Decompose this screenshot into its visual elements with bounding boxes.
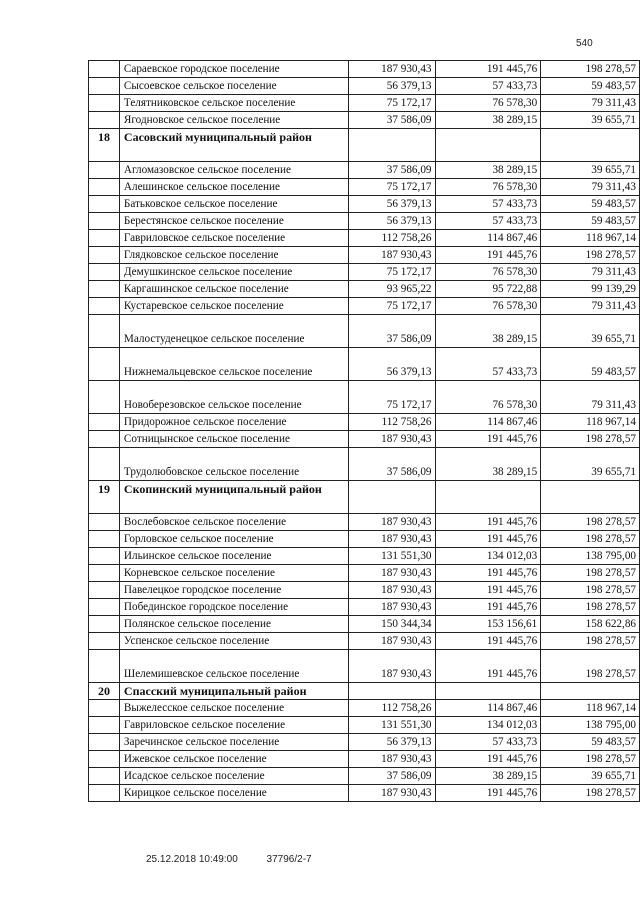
value-year-3: 198 278,57	[541, 565, 640, 582]
value-year-2	[435, 683, 541, 700]
row-number	[89, 768, 120, 785]
value-year-3: 59 483,57	[541, 196, 640, 213]
value-year-2: 57 433,73	[435, 734, 541, 751]
value-year-1: 187 930,43	[348, 785, 435, 802]
value-year-2: 191 445,76	[435, 650, 541, 683]
row-number	[89, 531, 120, 548]
settlement-name: Берестянское сельское поселение	[119, 213, 348, 230]
table-row	[89, 565, 640, 582]
value-year-1: 75 172,17	[348, 179, 435, 196]
row-number	[89, 298, 120, 315]
value-year-2: 38 289,15	[435, 162, 541, 179]
table-row	[89, 281, 640, 298]
row-number	[89, 381, 120, 414]
table-row	[89, 768, 640, 785]
settlement-name: Каргашинское сельское поселение	[119, 281, 348, 298]
footer-timestamp: 25.12.2018 10:49:00	[146, 854, 238, 865]
row-number	[89, 213, 120, 230]
value-year-3: 198 278,57	[541, 751, 640, 768]
table-row	[89, 431, 640, 448]
value-year-1: 187 930,43	[348, 247, 435, 264]
table-row	[89, 264, 640, 281]
value-year-2: 57 433,73	[435, 78, 541, 95]
settlement-name: Сараевское городское поселение	[119, 61, 348, 78]
value-year-1: 187 930,43	[348, 582, 435, 599]
settlement-name: Корневское сельское поселение	[119, 565, 348, 582]
row-number	[89, 61, 120, 78]
table-row	[89, 162, 640, 179]
settlement-name: Шелемишевское сельское поселение	[119, 650, 348, 683]
settlement-name: Выжелесское сельское поселение	[119, 700, 348, 717]
value-year-3	[541, 129, 640, 162]
value-year-2	[435, 129, 541, 162]
value-year-1: 37 586,09	[348, 315, 435, 348]
value-year-1: 56 379,13	[348, 734, 435, 751]
row-number	[89, 717, 120, 734]
row-number	[89, 700, 120, 717]
value-year-1: 37 586,09	[348, 162, 435, 179]
value-year-2: 114 867,46	[435, 700, 541, 717]
table-row	[89, 785, 640, 802]
value-year-1: 187 930,43	[348, 431, 435, 448]
value-year-3: 59 483,57	[541, 78, 640, 95]
settlement-name: Исадское сельское поселение	[119, 768, 348, 785]
value-year-2: 134 012,03	[435, 548, 541, 565]
table-row	[89, 531, 640, 548]
table-row	[89, 514, 640, 531]
row-number	[89, 734, 120, 751]
value-year-3: 198 278,57	[541, 785, 640, 802]
value-year-2: 57 433,73	[435, 348, 541, 381]
value-year-2: 76 578,30	[435, 264, 541, 281]
row-number	[89, 514, 120, 531]
row-number	[89, 112, 120, 129]
settlement-name: Спасский муниципальный район	[119, 683, 348, 700]
value-year-1	[348, 129, 435, 162]
settlement-name: Павелецкое городское поселение	[119, 582, 348, 599]
value-year-2: 38 289,15	[435, 112, 541, 129]
row-number	[89, 348, 120, 381]
value-year-3: 198 278,57	[541, 582, 640, 599]
value-year-3: 118 967,14	[541, 414, 640, 431]
settlement-name: Кустаревское сельское поселение	[119, 298, 348, 315]
row-number	[89, 230, 120, 247]
value-year-2: 191 445,76	[435, 247, 541, 264]
settlement-name: Глядковское сельское поселение	[119, 247, 348, 264]
settlement-name: Скопинский муниципальный район	[119, 481, 348, 514]
page-number: 540	[576, 38, 593, 49]
table-row	[89, 247, 640, 264]
settlement-name: Побединское городское поселение	[119, 599, 348, 616]
value-year-3: 39 655,71	[541, 162, 640, 179]
value-year-3: 59 483,57	[541, 348, 640, 381]
value-year-1: 187 930,43	[348, 565, 435, 582]
row-number	[89, 785, 120, 802]
footer	[146, 854, 338, 865]
value-year-1: 56 379,13	[348, 78, 435, 95]
table-row	[89, 95, 640, 112]
value-year-2: 57 433,73	[435, 196, 541, 213]
row-number	[89, 264, 120, 281]
value-year-1: 131 551,30	[348, 548, 435, 565]
value-year-1: 56 379,13	[348, 196, 435, 213]
value-year-2: 95 722,88	[435, 281, 541, 298]
row-number	[89, 582, 120, 599]
settlement-name: Сысоевское сельское поселение	[119, 78, 348, 95]
table-row	[89, 734, 640, 751]
value-year-1: 187 930,43	[348, 751, 435, 768]
value-year-2: 38 289,15	[435, 315, 541, 348]
value-year-2	[435, 481, 541, 514]
value-year-3: 59 483,57	[541, 213, 640, 230]
value-year-3: 59 483,57	[541, 734, 640, 751]
value-year-3: 158 622,86	[541, 616, 640, 633]
value-year-1: 131 551,30	[348, 717, 435, 734]
row-number	[89, 565, 120, 582]
settlement-name: Агломазовское сельское поселение	[119, 162, 348, 179]
settlement-name: Ягодновское сельское поселение	[119, 112, 348, 129]
value-year-3: 99 139,29	[541, 281, 640, 298]
row-number	[89, 599, 120, 616]
settlement-name: Новоберезовское сельское поселение	[119, 381, 348, 414]
value-year-3: 39 655,71	[541, 768, 640, 785]
value-year-3: 79 311,43	[541, 179, 640, 196]
row-number	[89, 196, 120, 213]
table-row	[89, 230, 640, 247]
settlement-name: Нижнемальцевское сельское поселение	[119, 348, 348, 381]
settlement-name: Гавриловское сельское поселение	[119, 717, 348, 734]
value-year-1: 37 586,09	[348, 448, 435, 481]
value-year-3: 79 311,43	[541, 381, 640, 414]
row-number	[89, 315, 120, 348]
value-year-3: 79 311,43	[541, 298, 640, 315]
value-year-2: 76 578,30	[435, 179, 541, 196]
table-row	[89, 448, 640, 481]
row-number	[89, 247, 120, 264]
value-year-3: 138 795,00	[541, 717, 640, 734]
row-number	[89, 78, 120, 95]
footer-doc-id: 37796/2-7	[266, 854, 312, 865]
value-year-1: 112 758,26	[348, 230, 435, 247]
value-year-2: 153 156,61	[435, 616, 541, 633]
table-row	[89, 599, 640, 616]
table-row	[89, 179, 640, 196]
settlement-name: Ижевское сельское поселение	[119, 751, 348, 768]
value-year-2: 38 289,15	[435, 448, 541, 481]
table-row	[89, 633, 640, 650]
value-year-1: 75 172,17	[348, 381, 435, 414]
value-year-3: 79 311,43	[541, 264, 640, 281]
value-year-3: 39 655,71	[541, 112, 640, 129]
settlement-name: Успенское сельское поселение	[119, 633, 348, 650]
table-row	[89, 213, 640, 230]
value-year-1: 93 965,22	[348, 281, 435, 298]
table-row	[89, 112, 640, 129]
value-year-2: 191 445,76	[435, 565, 541, 582]
value-year-3: 198 278,57	[541, 431, 640, 448]
row-number: 19	[89, 481, 120, 514]
table-row	[89, 582, 640, 599]
value-year-3: 118 967,14	[541, 700, 640, 717]
row-number	[89, 633, 120, 650]
value-year-1: 37 586,09	[348, 768, 435, 785]
settlement-name: Малостуденецкое сельское поселение	[119, 315, 348, 348]
value-year-1: 187 930,43	[348, 531, 435, 548]
value-year-2: 191 445,76	[435, 61, 541, 78]
value-year-1: 187 930,43	[348, 633, 435, 650]
value-year-1: 112 758,26	[348, 700, 435, 717]
settlement-name: Вослебовское сельское поселение	[119, 514, 348, 531]
row-number	[89, 431, 120, 448]
value-year-2: 76 578,30	[435, 298, 541, 315]
value-year-2: 191 445,76	[435, 785, 541, 802]
value-year-2: 191 445,76	[435, 633, 541, 650]
table-row	[89, 751, 640, 768]
table-row	[89, 61, 640, 78]
value-year-3: 198 278,57	[541, 531, 640, 548]
settlement-name: Батьковское сельское поселение	[119, 196, 348, 213]
value-year-3: 118 967,14	[541, 230, 640, 247]
table-row	[89, 650, 640, 683]
table-row	[89, 414, 640, 431]
value-year-3: 198 278,57	[541, 61, 640, 78]
row-number	[89, 751, 120, 768]
district-row	[89, 683, 640, 700]
value-year-1: 187 930,43	[348, 514, 435, 531]
value-year-3: 39 655,71	[541, 448, 640, 481]
district-row	[89, 481, 640, 514]
value-year-3: 198 278,57	[541, 599, 640, 616]
value-year-2: 76 578,30	[435, 95, 541, 112]
value-year-1	[348, 481, 435, 514]
value-year-3: 138 795,00	[541, 548, 640, 565]
row-number	[89, 95, 120, 112]
settlement-name: Демушкинское сельское поселение	[119, 264, 348, 281]
table-row	[89, 381, 640, 414]
row-number	[89, 448, 120, 481]
value-year-2: 114 867,46	[435, 414, 541, 431]
value-year-1: 150 344,34	[348, 616, 435, 633]
value-year-1	[348, 683, 435, 700]
value-year-2: 57 433,73	[435, 213, 541, 230]
value-year-3: 198 278,57	[541, 650, 640, 683]
row-number	[89, 414, 120, 431]
row-number	[89, 179, 120, 196]
row-number: 20	[89, 683, 120, 700]
table-row	[89, 315, 640, 348]
value-year-3: 198 278,57	[541, 633, 640, 650]
row-number	[89, 281, 120, 298]
table-row	[89, 616, 640, 633]
district-row	[89, 129, 640, 162]
settlement-name: Заречинское сельское поселение	[119, 734, 348, 751]
row-number	[89, 548, 120, 565]
settlement-name: Горловское сельское поселение	[119, 531, 348, 548]
table-row	[89, 700, 640, 717]
value-year-2: 191 445,76	[435, 431, 541, 448]
row-number	[89, 650, 120, 683]
value-year-1: 112 758,26	[348, 414, 435, 431]
value-year-2: 191 445,76	[435, 599, 541, 616]
value-year-2: 191 445,76	[435, 751, 541, 768]
value-year-1: 75 172,17	[348, 264, 435, 281]
table-row	[89, 548, 640, 565]
value-year-3: 79 311,43	[541, 95, 640, 112]
settlement-name: Придорожное сельское поселение	[119, 414, 348, 431]
settlement-name: Полянское сельское поселение	[119, 616, 348, 633]
value-year-2: 134 012,03	[435, 717, 541, 734]
row-number	[89, 616, 120, 633]
table-row	[89, 78, 640, 95]
value-year-1: 37 586,09	[348, 112, 435, 129]
value-year-1: 187 930,43	[348, 650, 435, 683]
settlement-name: Трудолюбовское сельское поселение	[119, 448, 348, 481]
settlement-name: Ильинское сельское поселение	[119, 548, 348, 565]
value-year-1: 75 172,17	[348, 298, 435, 315]
subsidy-table	[88, 60, 640, 802]
value-year-3	[541, 481, 640, 514]
value-year-3	[541, 683, 640, 700]
value-year-1: 187 930,43	[348, 599, 435, 616]
table-row	[89, 717, 640, 734]
value-year-1: 75 172,17	[348, 95, 435, 112]
settlement-name: Сасовский муниципальный район	[119, 129, 348, 162]
row-number: 18	[89, 129, 120, 162]
settlement-name: Алешинское сельское поселение	[119, 179, 348, 196]
settlement-name: Гавриловское сельское поселение	[119, 230, 348, 247]
value-year-2: 76 578,30	[435, 381, 541, 414]
table-row	[89, 298, 640, 315]
settlement-name: Сотницынское сельское поселение	[119, 431, 348, 448]
row-number	[89, 162, 120, 179]
value-year-1: 56 379,13	[348, 213, 435, 230]
value-year-3: 198 278,57	[541, 514, 640, 531]
settlement-name: Кирицкое сельское поселение	[119, 785, 348, 802]
table-row	[89, 348, 640, 381]
value-year-2: 191 445,76	[435, 514, 541, 531]
value-year-2: 38 289,15	[435, 768, 541, 785]
value-year-3: 39 655,71	[541, 315, 640, 348]
settlement-name: Телятниковское сельское поселение	[119, 95, 348, 112]
value-year-2: 114 867,46	[435, 230, 541, 247]
table-row	[89, 196, 640, 213]
value-year-1: 56 379,13	[348, 348, 435, 381]
value-year-2: 191 445,76	[435, 531, 541, 548]
value-year-1: 187 930,43	[348, 61, 435, 78]
value-year-3: 198 278,57	[541, 247, 640, 264]
value-year-2: 191 445,76	[435, 582, 541, 599]
